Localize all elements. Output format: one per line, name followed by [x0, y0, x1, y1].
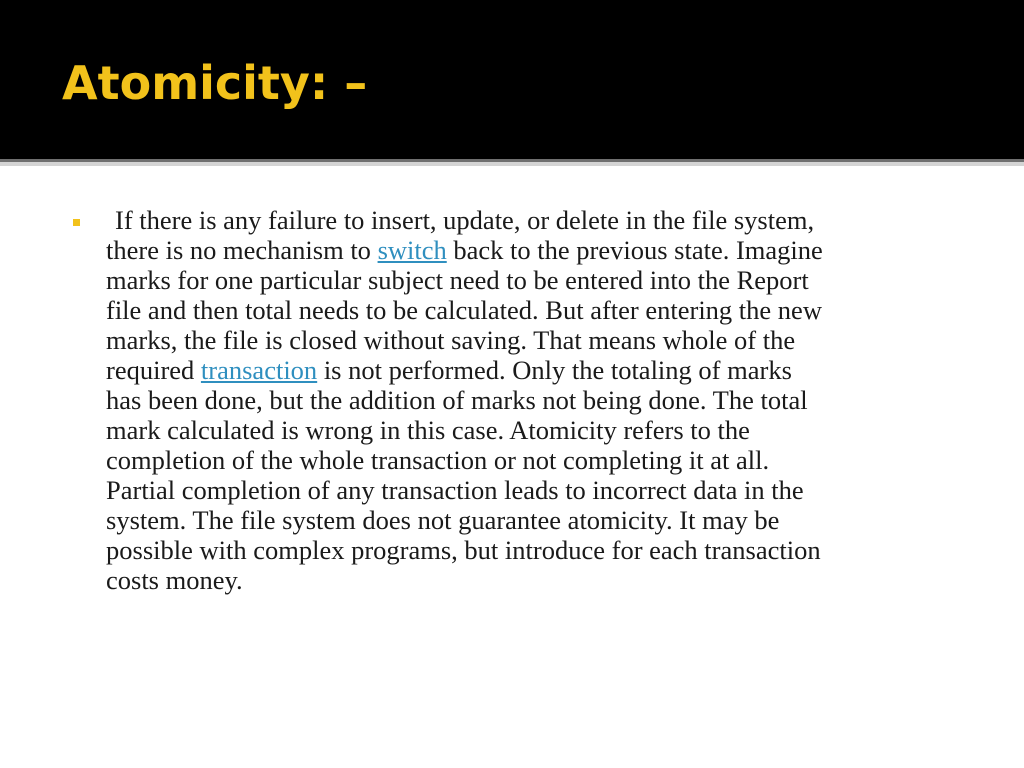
- paragraph-text: is not performed. Only the totaling of marks: [317, 355, 792, 385]
- paragraph-line: If there is any failure to insert, update, or delete in the file system,: [115, 205, 815, 235]
- paragraph-text: required: [106, 355, 201, 385]
- paragraph-line: system. The file system does not guarantee atomicity. It may be: [106, 505, 780, 535]
- slide-title: Atomicity: –: [62, 56, 368, 110]
- paragraph-line: mark calculated is wrong in this case. Atomicity refers to the: [106, 415, 750, 445]
- paragraph-line: completion of the whole transaction or not completing it at all.: [106, 445, 770, 475]
- bullet-paragraph: [106, 205, 966, 595]
- paragraph-line: possible with complex programs, but introduce for each transaction: [106, 535, 821, 565]
- paragraph-line: Partial completion of any transaction leads to incorrect data in the: [106, 475, 804, 505]
- transaction-link[interactable]: transaction: [200, 355, 318, 385]
- title-divider-shadow: [0, 162, 1024, 166]
- title-bar: [0, 0, 1024, 159]
- paragraph-text: back to the previous state. Imagine: [446, 235, 823, 265]
- paragraph-text: there is no mechanism to: [106, 235, 378, 265]
- paragraph-line: marks, the file is closed without saving. That means whole of the: [106, 325, 796, 355]
- switch-link[interactable]: switch: [377, 235, 447, 265]
- paragraph-line: file and then total needs to be calculated. But after entering the new: [106, 295, 822, 325]
- paragraph-line: has been done, but the addition of marks not being done. The total: [106, 385, 808, 415]
- square-bullet-icon: [73, 219, 80, 226]
- paragraph-line: [106, 235, 966, 265]
- paragraph-line: [106, 355, 966, 385]
- paragraph-line: marks for one particular subject need to be entered into the Report: [106, 265, 809, 295]
- paragraph-line: costs money.: [106, 565, 243, 595]
